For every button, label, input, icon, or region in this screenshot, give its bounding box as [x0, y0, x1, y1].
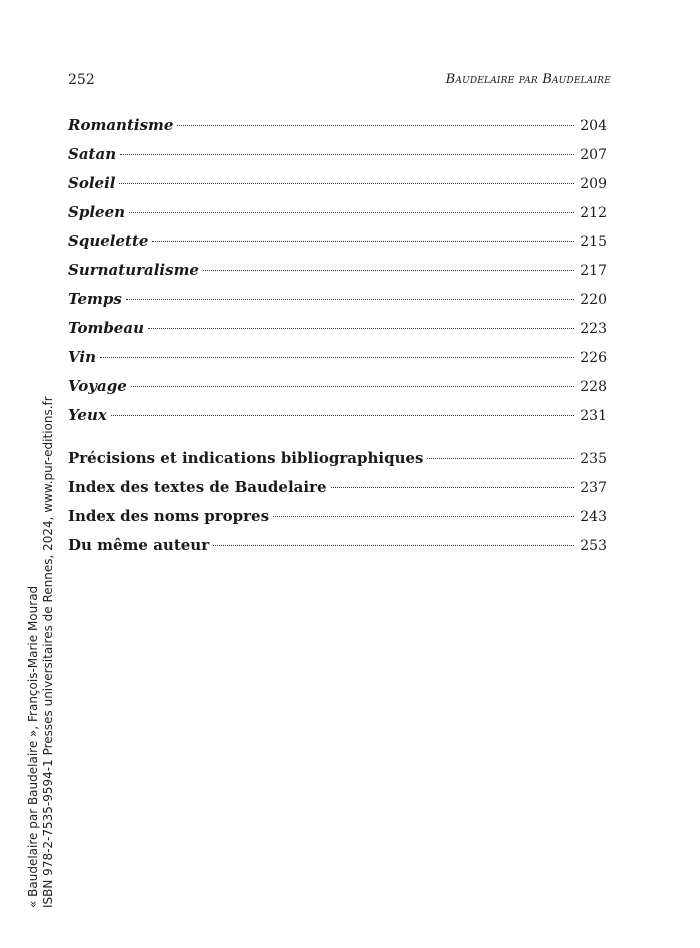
toc-entry-page: 209	[580, 176, 607, 192]
dot-leader	[427, 458, 574, 459]
dot-leader	[203, 270, 574, 271]
dot-leader	[100, 357, 574, 358]
toc-entry-title: Squelette	[68, 232, 149, 250]
toc-entry-page: 253	[580, 538, 607, 554]
toc-entry-page: 235	[580, 451, 607, 467]
running-head	[68, 72, 611, 92]
dot-leader	[111, 415, 574, 416]
toc-entry[interactable]	[68, 174, 607, 203]
dot-leader	[213, 545, 574, 546]
toc-entry-title: Satan	[68, 145, 117, 163]
toc-entry-page: 228	[580, 379, 607, 395]
page-number: 252	[68, 72, 95, 88]
dot-leader	[273, 516, 574, 517]
section-gap	[68, 435, 607, 449]
toc-entry-title: Vin	[68, 348, 96, 366]
dot-leader	[152, 241, 574, 242]
dot-leader	[129, 212, 574, 213]
toc-entry-title: Surnaturalisme	[68, 261, 199, 279]
toc-entry-title: Index des textes de Baudelaire	[68, 478, 327, 496]
toc-entry-page: 226	[580, 350, 607, 366]
toc-entry[interactable]	[68, 449, 607, 478]
toc-entry-title: Précisions et indications bibliographiques	[68, 449, 424, 467]
dot-leader	[126, 299, 574, 300]
toc-entry[interactable]	[68, 290, 607, 319]
toc-entry-page: 207	[580, 147, 607, 163]
toc-entry-title: Index des noms propres	[68, 507, 270, 525]
dot-leader	[331, 487, 575, 488]
toc-entry[interactable]	[68, 232, 607, 261]
toc-entry-title: Temps	[68, 290, 122, 308]
toc-entry[interactable]	[68, 406, 607, 435]
toc-entry[interactable]	[68, 377, 607, 406]
toc-entry-page: 231	[580, 408, 607, 424]
toc-entry-title: Spleen	[68, 203, 126, 221]
toc-entry-page: 243	[580, 509, 607, 525]
toc-entry-title: Romantisme	[68, 116, 174, 134]
toc-entry-page: 217	[580, 263, 607, 279]
copyright-line-title: « Baudelaire par Baudelaire », François-Marie Mourad	[26, 585, 40, 908]
dot-leader	[120, 154, 574, 155]
toc-entry[interactable]	[68, 478, 607, 507]
dot-leader	[148, 328, 574, 329]
toc-entry[interactable]	[68, 319, 607, 348]
toc-entry-title: Soleil	[68, 174, 116, 192]
toc-entry-page: 220	[580, 292, 607, 308]
toc-entry[interactable]	[68, 261, 607, 290]
toc-entry[interactable]	[68, 203, 607, 232]
dot-leader	[131, 386, 575, 387]
toc-entry[interactable]	[68, 116, 607, 145]
toc-entry-page: 215	[580, 234, 607, 250]
toc-entry-title: Du même auteur	[68, 536, 210, 554]
running-title: Baudelaire par Baudelaire	[445, 72, 611, 87]
dot-leader	[119, 183, 574, 184]
copyright-notice	[26, 396, 56, 908]
toc-entry-page: 223	[580, 321, 607, 337]
toc-entry-page: 212	[580, 205, 607, 221]
toc-entry-page: 237	[580, 480, 607, 496]
toc-entry[interactable]	[68, 507, 607, 536]
toc-entry-title: Tombeau	[68, 319, 144, 337]
toc-entry-page: 204	[580, 118, 607, 134]
dot-leader	[177, 125, 574, 126]
toc-entry[interactable]	[68, 145, 607, 174]
toc-entry-title: Yeux	[68, 406, 107, 424]
table-of-contents	[68, 116, 607, 565]
toc-entry-title: Voyage	[68, 377, 127, 395]
toc-entry[interactable]	[68, 348, 607, 377]
toc-entry[interactable]	[68, 536, 607, 565]
copyright-line-isbn: ISBN 978-2-7535-9594-1 Presses universitaires de Rennes, 2024, www.pur-editions.fr	[41, 396, 55, 908]
